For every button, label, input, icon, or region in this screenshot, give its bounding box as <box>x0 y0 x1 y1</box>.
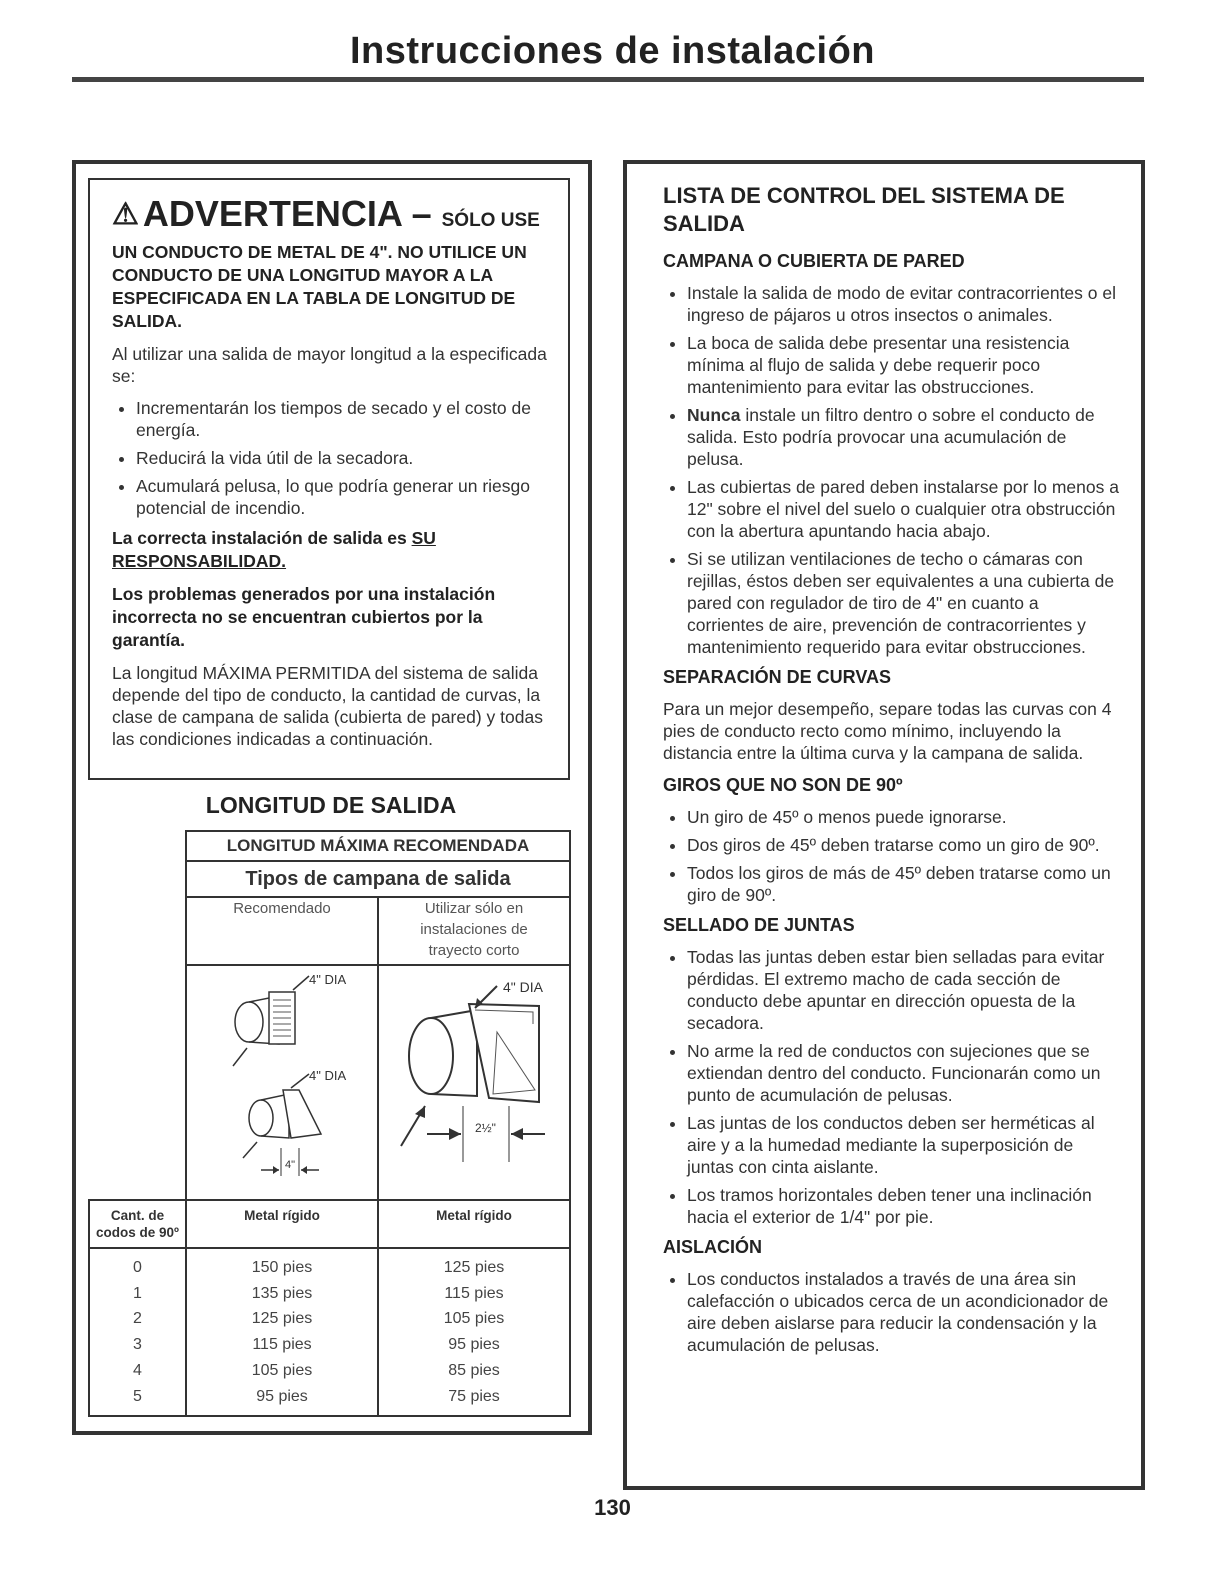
checklist-heading: LISTA DE CONTROL DEL SISTEMA DE SALIDA <box>663 183 1065 236</box>
table-header-types: Tipos de campana de salida <box>186 861 570 897</box>
turns-section-title: GIROS QUE NO SON DE 90º <box>663 775 903 795</box>
table-cell: 75 pies <box>448 1387 500 1405</box>
rigid-metal-column-1 <box>186 1248 378 1416</box>
list-item: • No arme la red de conductos con sujeciones que se extiendan dentro del conducto. Funcionarán como un punto de acumulación de pelusas. <box>687 1040 1119 1106</box>
rigid-metal-column-2 <box>378 1248 570 1416</box>
rigid-metal-header-2: Metal rígido <box>378 1200 570 1248</box>
separation-section-title: SEPARACIÓN DE CURVAS <box>663 667 892 687</box>
table-cell: 135 pies <box>251 1284 313 1302</box>
small-hoods-illustration <box>186 965 378 1200</box>
list-item: • Los conductos instalados a través de una área sin calefacción o ubicados cerca de un acondicionador de aire deben aislarse para reducir la condensación y la acumulación de pelusas. <box>687 1268 1119 1356</box>
seal-section-title: SELLADO DE JUNTAS <box>663 915 855 935</box>
table-cell: 5 <box>133 1387 142 1405</box>
responsibility-pre: La correcta instalación de salida es <box>112 528 412 548</box>
list-item: • Los tramos horizontales deben tener una inclinación hacia el exterior de 1/4" por pie. <box>687 1184 1119 1228</box>
table-cell: 115 pies <box>444 1284 504 1302</box>
hood-section-title: CAMPANA O CUBIERTA DE PARED <box>663 251 965 271</box>
exhaust-length-title: LONGITUD DE SALIDA <box>205 792 457 818</box>
width-label-small: 4" <box>285 1159 296 1171</box>
hood-bullets <box>663 282 1119 658</box>
warranty-text: Los problemas generados por una instalación incorrecta no se encuentran cubiertos por la garantía. <box>112 584 496 650</box>
warning-title: ADVERTENCIA <box>142 193 402 234</box>
turns-bullets <box>663 806 1119 906</box>
table-cell: 4 <box>133 1361 142 1379</box>
never-label: Nunca <box>687 405 741 425</box>
list-item: • Un giro de 45º o menos puede ignorarse. <box>687 806 1119 828</box>
list-item: • Todas las juntas deben estar bien selladas para evitar pérdidas. El extremo macho de cada sección de conducto debe apuntar en dirección opuesta de la secadora. <box>687 946 1119 1034</box>
list-item: • La boca de salida debe presentar una resistencia mínima al flujo de salida y debe requerir poco mantenimiento para evitar las obstrucciones. <box>687 332 1119 398</box>
table-cell: 2 <box>133 1310 142 1328</box>
dia-label-2: 4" DIA <box>309 1068 347 1083</box>
list-item: • Si se utilizan ventilaciones de techo o cámaras con rejillas, éstos deben ser equivalentes a una cubierta de pared con regulador de tiro de 4" en cuanto a corrientes de aire, prevención de contracorrientes y mantenimiento requerido para evitar obstrucciones. <box>687 548 1119 658</box>
list-item: • Las cubiertas de pared deben instalarse por lo menos a 12" sobre el nivel del suelo o cualquier otra obstrucción con la abertura apuntando hacia abajo. <box>687 476 1119 542</box>
list-item: • Incrementarán los tiempos de secado y el costo de energía. <box>136 397 554 441</box>
responsibility-text <box>112 527 554 573</box>
page-title: Instrucciones de instalación <box>349 30 876 72</box>
table-header-max: LONGITUD MÁXIMA RECOMENDADA <box>186 831 570 861</box>
insulation-section-title: AISLACIÓN <box>663 1237 762 1257</box>
list-item: • Todos los giros de más de 45º deben tratarse como un giro de 90º. <box>687 862 1119 906</box>
seal-bullets <box>663 946 1119 1228</box>
list-item: • Acumulará pelusa, lo que podría generar un riesgo potencial de incendio. <box>136 475 554 519</box>
table-cell: 125 pies <box>443 1259 505 1276</box>
insulation-bullets <box>663 1268 1119 1356</box>
list-item: • Instale la salida de modo de evitar contracorrientes o el ingreso de pájaros u otros insectos o animales. <box>687 282 1119 326</box>
table-cell: 125 pies <box>251 1310 313 1328</box>
table-cell: 150 pies <box>251 1259 313 1276</box>
warning-triangle-icon: ⚠ <box>112 198 139 231</box>
list-item <box>687 404 1119 470</box>
warning-intro: Al utilizar una salida de mayor longitud a la especificada se: <box>112 344 547 386</box>
table-cell: 95 pies <box>448 1336 500 1354</box>
table-cell: 95 pies <box>256 1387 308 1405</box>
dia-label-3: 4" DIA <box>503 979 543 995</box>
warning-heading-small: SÓLO USE <box>441 210 540 231</box>
width-label-large: 2½" <box>475 1121 496 1135</box>
warning-heading <box>112 194 554 241</box>
large-vent-hood-icon <box>379 966 569 1194</box>
col-recommended: Recomendado <box>186 897 378 965</box>
exhaust-length-table <box>88 830 571 1417</box>
title-rule <box>72 77 1144 82</box>
list-item-text: instale un filtro dentro o sobre el conducto de salida. Esto podría provocar una acumulación de pelusa. <box>687 405 1095 469</box>
table-cell: 105 pies <box>443 1310 505 1328</box>
warning-dash: – <box>401 193 442 234</box>
checklist-panel <box>623 160 1145 1490</box>
warning-bullets <box>112 397 554 519</box>
page-number: 130 <box>594 1495 631 1520</box>
table-cell: 85 pies <box>448 1361 500 1379</box>
list-item: • Dos giros de 45º deben tratarse como un giro de 90º. <box>687 834 1119 856</box>
small-vent-hoods-icon <box>187 966 377 1194</box>
table-cell: 0 <box>133 1259 142 1276</box>
table-cell: 115 pies <box>252 1336 312 1354</box>
table-cell: 1 <box>133 1284 142 1302</box>
responsibility-underlined: SU RESPONSABILIDAD. <box>112 528 436 571</box>
rigid-metal-header-1: Metal rígido <box>186 1200 378 1248</box>
max-length-text: La longitud MÁXIMA PERMITIDA del sistema de salida depende del tipo de conducto, la cantidad de curvas, la clase de campana de salida (cubierta de pared) y todas las condiciones indicadas a continuación. <box>112 663 543 749</box>
dia-label-1: 4" DIA <box>309 972 347 987</box>
warning-bold-intro: UN CONDUCTO DE METAL DE 4". NO UTILICE UN CONDUCTO DE UNA LONGITUD MAYOR A LA ESPECIFICADA EN LA TABLA DE LONGITUD DE SALIDA. <box>112 242 527 331</box>
large-hood-illustration <box>378 965 570 1200</box>
col-short-run: Utilizar sólo en instalaciones de trayecto corto <box>378 897 570 965</box>
table-cell: 105 pies <box>251 1361 313 1379</box>
elbows-column <box>89 1248 186 1416</box>
list-item: • Reducirá la vida útil de la secadora. <box>136 447 554 469</box>
warning-box <box>88 178 570 780</box>
separation-text: Para un mejor desempeño, separe todas las curvas con 4 pies de conducto recto como mínimo, incluyendo la distancia entre la última curva y la campana de salida. <box>663 699 1112 763</box>
table-cell: 3 <box>133 1336 142 1354</box>
elbows-header: Cant. de codos de 90º <box>89 1200 186 1248</box>
list-item: • Las juntas de los conductos deben ser herméticas al aire y a la humedad mediante la superposición de juntas con cinta aislante. <box>687 1112 1119 1178</box>
